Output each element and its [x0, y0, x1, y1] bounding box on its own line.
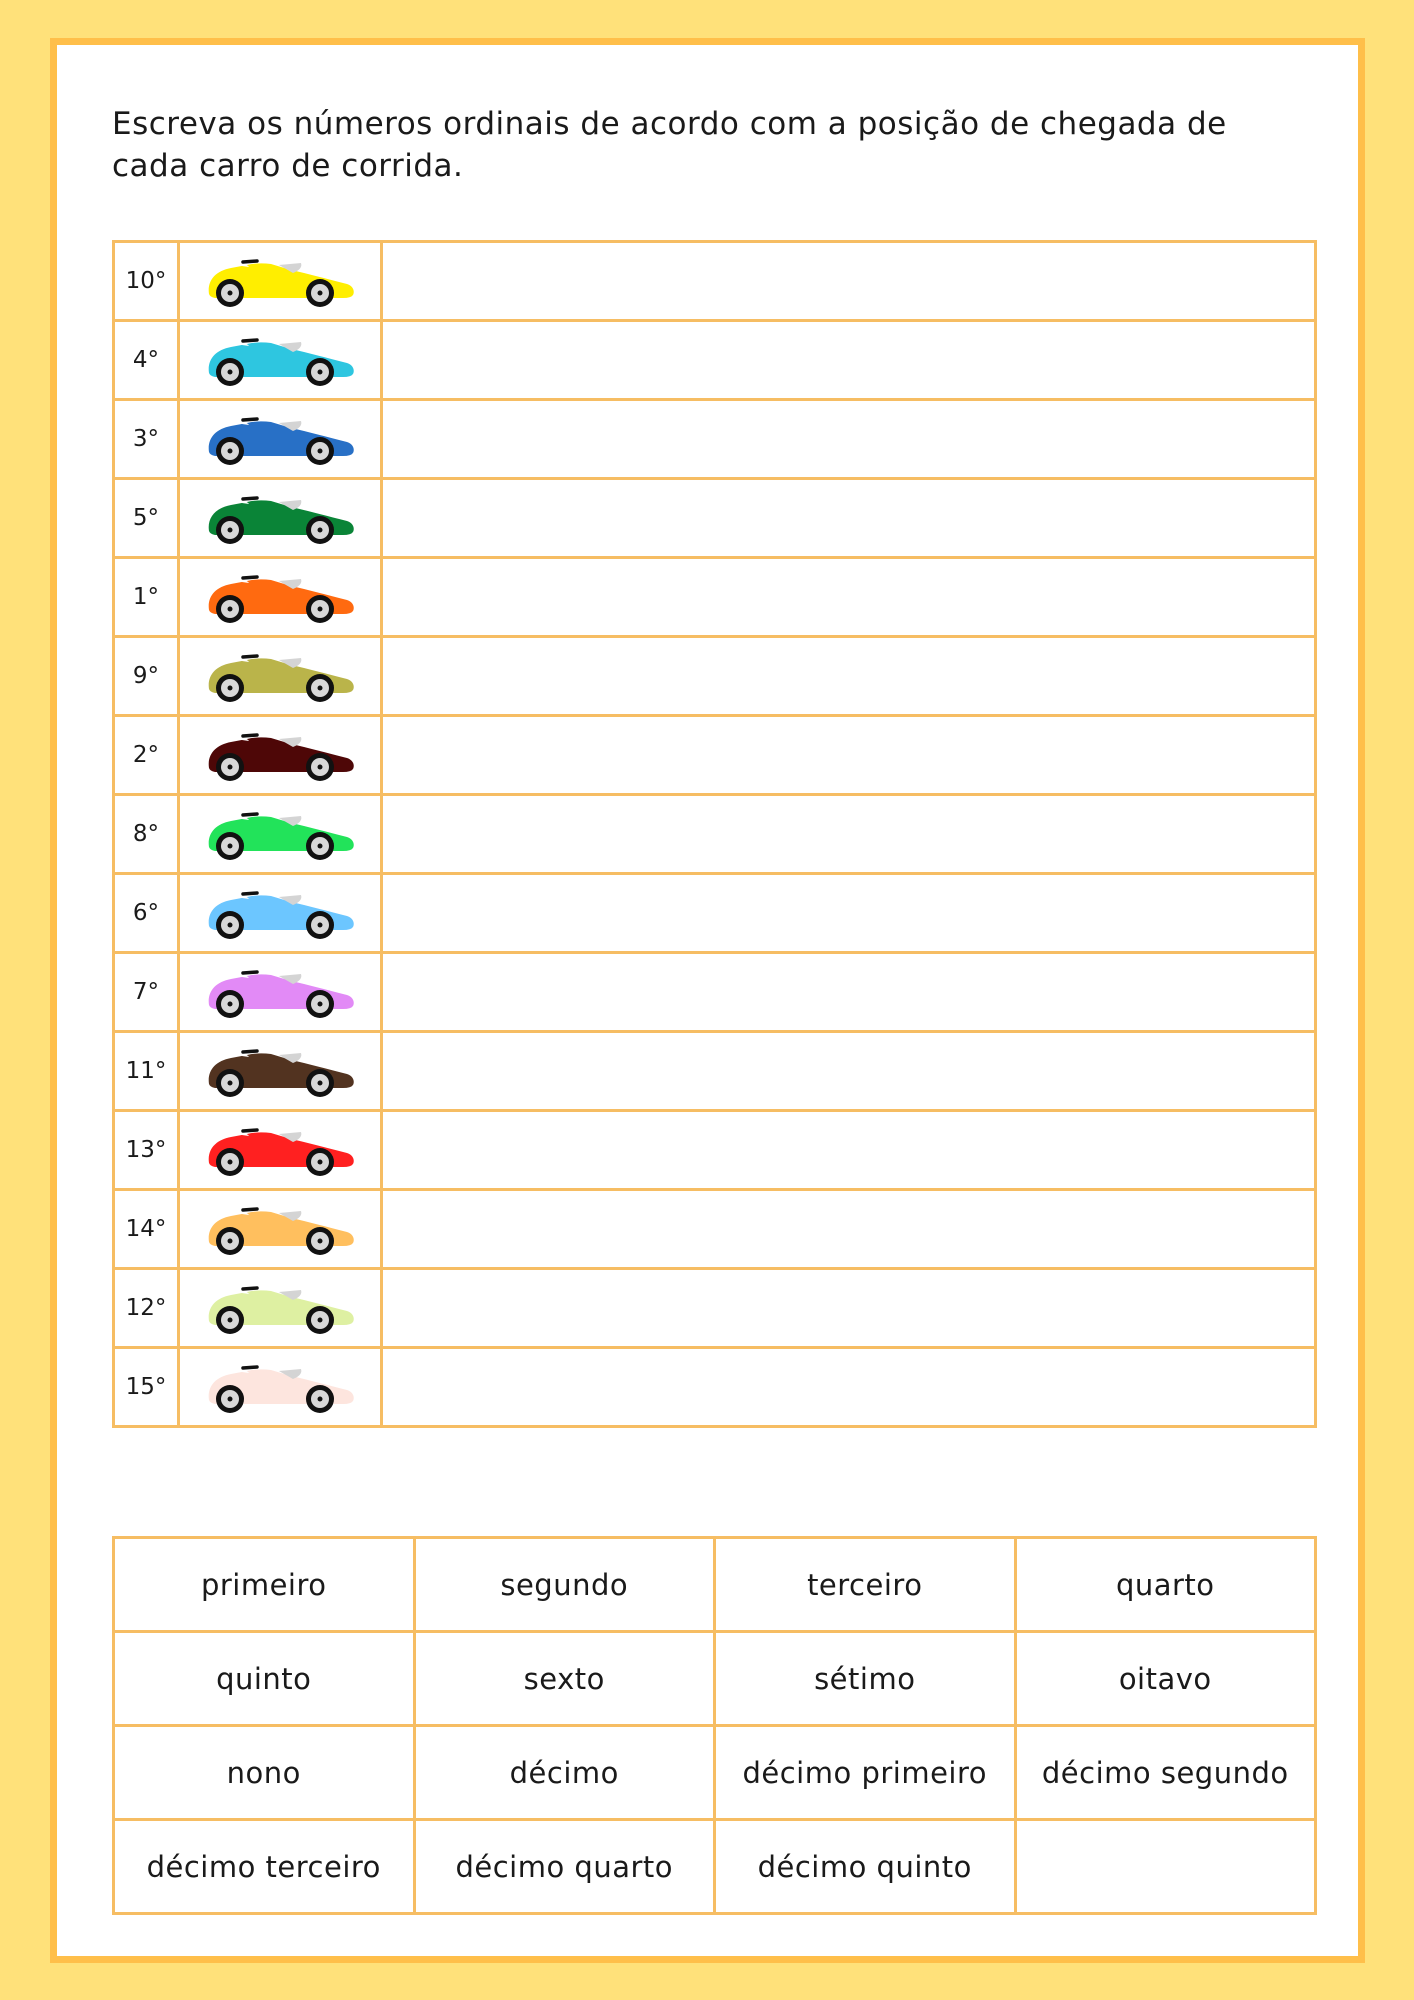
race-car-cell	[179, 1032, 382, 1111]
race-row	[114, 1269, 1316, 1348]
finish-position: 15°	[114, 1348, 179, 1427]
race-car-icon	[205, 806, 355, 862]
race-car-cell	[179, 242, 382, 321]
word-bank-row	[114, 1726, 1316, 1820]
race-row	[114, 1348, 1316, 1427]
ordinal-word: décimo quarto	[414, 1820, 715, 1914]
finish-position: 13°	[114, 1111, 179, 1190]
race-car-cell	[179, 953, 382, 1032]
race-car-icon	[205, 1122, 355, 1178]
ordinal-word: oitavo	[1015, 1632, 1316, 1726]
race-car-icon	[205, 1043, 355, 1099]
race-row	[114, 242, 1316, 321]
race-row	[114, 321, 1316, 400]
finish-position: 2°	[114, 716, 179, 795]
answer-blank[interactable]	[382, 479, 1316, 558]
race-car-cell	[179, 637, 382, 716]
answer-blank[interactable]	[382, 321, 1316, 400]
race-car-icon	[205, 1201, 355, 1257]
answer-blank[interactable]	[382, 1111, 1316, 1190]
ordinal-word: décimo	[414, 1726, 715, 1820]
word-bank-row	[114, 1632, 1316, 1726]
worksheet-page	[50, 38, 1365, 1963]
answer-blank[interactable]	[382, 1190, 1316, 1269]
ordinal-word: décimo primeiro	[715, 1726, 1016, 1820]
race-car-cell	[179, 1269, 382, 1348]
ordinal-word: nono	[114, 1726, 415, 1820]
ordinal-word: sexto	[414, 1632, 715, 1726]
finish-position: 1°	[114, 558, 179, 637]
answer-blank[interactable]	[382, 874, 1316, 953]
answer-blank[interactable]	[382, 1348, 1316, 1427]
finish-position: 5°	[114, 479, 179, 558]
answer-blank[interactable]	[382, 1032, 1316, 1111]
race-row	[114, 795, 1316, 874]
word-bank-row	[114, 1538, 1316, 1632]
race-row	[114, 1111, 1316, 1190]
ordinal-word: segundo	[414, 1538, 715, 1632]
ordinal-word: décimo segundo	[1015, 1726, 1316, 1820]
race-row	[114, 953, 1316, 1032]
race-row	[114, 1032, 1316, 1111]
finish-position: 3°	[114, 400, 179, 479]
finish-position: 11°	[114, 1032, 179, 1111]
ordinal-word: décimo quinto	[715, 1820, 1016, 1914]
answer-blank[interactable]	[382, 242, 1316, 321]
finish-position: 4°	[114, 321, 179, 400]
race-car-icon	[205, 253, 355, 309]
race-car-icon	[205, 964, 355, 1020]
ordinal-word: primeiro	[114, 1538, 415, 1632]
ordinal-word: quinto	[114, 1632, 415, 1726]
race-car-cell	[179, 1111, 382, 1190]
race-car-cell	[179, 479, 382, 558]
finish-position: 6°	[114, 874, 179, 953]
finish-position: 9°	[114, 637, 179, 716]
instruction-text: Escreva os números ordinais de acordo com a posição de chegada de cada carro de corrida.	[112, 106, 1227, 184]
finish-position: 7°	[114, 953, 179, 1032]
answer-blank[interactable]	[382, 953, 1316, 1032]
word-bank-row	[114, 1820, 1316, 1914]
finish-position: 12°	[114, 1269, 179, 1348]
race-car-cell	[179, 400, 382, 479]
ordinal-word: décimo terceiro	[114, 1820, 415, 1914]
race-car-icon	[205, 490, 355, 546]
answer-blank[interactable]	[382, 716, 1316, 795]
race-position-table	[112, 240, 1317, 1428]
race-car-cell	[179, 874, 382, 953]
finish-position: 14°	[114, 1190, 179, 1269]
race-row	[114, 1190, 1316, 1269]
answer-blank[interactable]	[382, 400, 1316, 479]
ordinal-word-bank	[112, 1536, 1317, 1915]
race-car-icon	[205, 1280, 355, 1336]
race-car-icon	[205, 1359, 355, 1415]
race-car-cell	[179, 1190, 382, 1269]
race-car-icon	[205, 411, 355, 467]
ordinal-word: quarto	[1015, 1538, 1316, 1632]
race-car-cell	[179, 795, 382, 874]
answer-blank[interactable]	[382, 637, 1316, 716]
race-car-cell	[179, 716, 382, 795]
race-row	[114, 874, 1316, 953]
race-car-icon	[205, 569, 355, 625]
finish-position: 8°	[114, 795, 179, 874]
ordinal-word: sétimo	[715, 1632, 1016, 1726]
answer-blank[interactable]	[382, 558, 1316, 637]
race-row	[114, 400, 1316, 479]
answer-blank[interactable]	[382, 1269, 1316, 1348]
ordinal-word: terceiro	[715, 1538, 1016, 1632]
finish-position: 10°	[114, 242, 179, 321]
race-row	[114, 479, 1316, 558]
race-row	[114, 716, 1316, 795]
race-car-icon	[205, 885, 355, 941]
race-car-icon	[205, 727, 355, 783]
race-row	[114, 558, 1316, 637]
race-car-cell	[179, 558, 382, 637]
race-car-cell	[179, 321, 382, 400]
ordinal-word	[1015, 1820, 1316, 1914]
race-car-icon	[205, 648, 355, 704]
race-car-icon	[205, 332, 355, 388]
race-row	[114, 637, 1316, 716]
answer-blank[interactable]	[382, 795, 1316, 874]
race-car-cell	[179, 1348, 382, 1427]
